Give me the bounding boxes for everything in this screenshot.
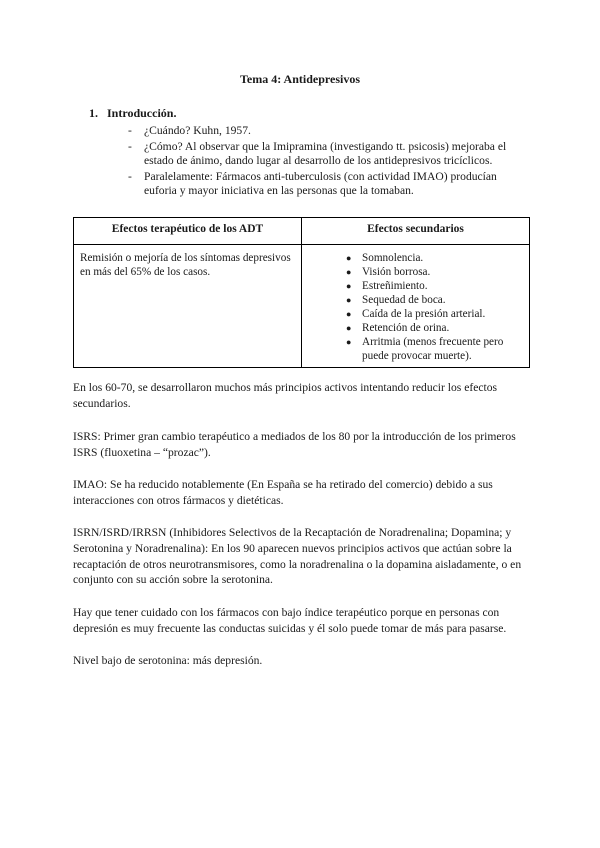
list-item: ● Somnolencia. <box>346 252 424 264</box>
list-item: - Paralelamente: Fármacos anti-tuberculosis (con actividad IMAO) producían euforia y mayor iniciativa en las personas que la tomaban. <box>128 169 497 198</box>
list-item: - ¿Cómo? Al observar que la Imipramina (investigando tt. psicosis) mejoraba el estado de ánimo, dando lugar al desarrollo de los antidepresivos tricíclicos. <box>128 139 507 168</box>
paragraph-imao: IMAO: Se ha reducido notablemente (En España se ha retirado del comercio) debido a sus interacciones con otros fármacos y dietéticas. <box>73 478 493 507</box>
intro-list <box>128 124 528 200</box>
list-item: ● Arritmia (menos frecuente pero puede provocar muerte). <box>346 336 504 362</box>
table-header-side-effects: Efectos secundarios <box>302 218 530 245</box>
list-item: ● Visión borrosa. <box>346 266 431 278</box>
bullet-icon: ● <box>346 309 352 319</box>
bullet-icon: ● <box>346 267 352 277</box>
paragraph-60-70: En los 60-70, se desarrollaron muchos más principios activos intentando reducir los efectos secundarios. <box>73 381 498 410</box>
section-heading <box>89 106 176 121</box>
paragraph-serotonin: Nivel bajo de serotonina: más depresión. <box>73 654 263 667</box>
bullet-icon: ● <box>346 281 352 291</box>
list-item: - ¿Cuándo? Kuhn, 1957. <box>128 124 251 137</box>
bullet-icon: ● <box>346 253 352 263</box>
document-title: Tema 4: Antidepresivos <box>239 72 360 86</box>
section-number: 1. <box>89 106 98 120</box>
paragraph-isrs: ISRS: Primer gran cambio terapéutico a mediados de los 80 por la introducción de los primeros ISRS (fluoxetina – “prozac”). <box>73 430 516 459</box>
table-header-therapeutic: Efectos terapéutico de los ADT <box>74 218 302 245</box>
paragraph-isrn: ISRN/ISRD/IRRSN (Inhibidores Selectivos de la Recaptación de Noradrenalina; Dopamina; y Serotonina y Noradrenalina): En los 90 aparecen nuevos principios activos que actúan sobre la recaptación de otros neurotransmisores, como la noradrenalina o la dopamina aisladamente, o en conjunto con su acción sobre la serotonina. <box>73 526 522 587</box>
side-effects-list <box>308 251 523 363</box>
effects-table <box>73 217 530 368</box>
section-heading-text: Introducción. <box>107 106 177 120</box>
bullet-icon: ● <box>346 323 352 333</box>
bullet-icon: ● <box>346 295 352 305</box>
table-header-row <box>74 218 530 245</box>
list-item: ● Caída de la presión arterial. <box>346 308 486 320</box>
bullet-icon: ● <box>346 337 352 347</box>
table-row <box>74 245 530 368</box>
list-item: ● Retención de orina. <box>346 322 450 334</box>
side-effects-cell <box>302 245 530 368</box>
list-item: ● Estreñimiento. <box>346 280 428 292</box>
therapeutic-cell: Remisión o mejoría de los síntomas depresivos en más del 65% de los casos. <box>74 245 302 368</box>
list-item: ● Sequedad de boca. <box>346 294 446 306</box>
paragraph-caution: Hay que tener cuidado con los fármacos con bajo índice terapéutico porque en personas con depresión es muy frecuente las conductas suicidas y él solo puede tomar de más para pasarse. <box>73 606 507 635</box>
